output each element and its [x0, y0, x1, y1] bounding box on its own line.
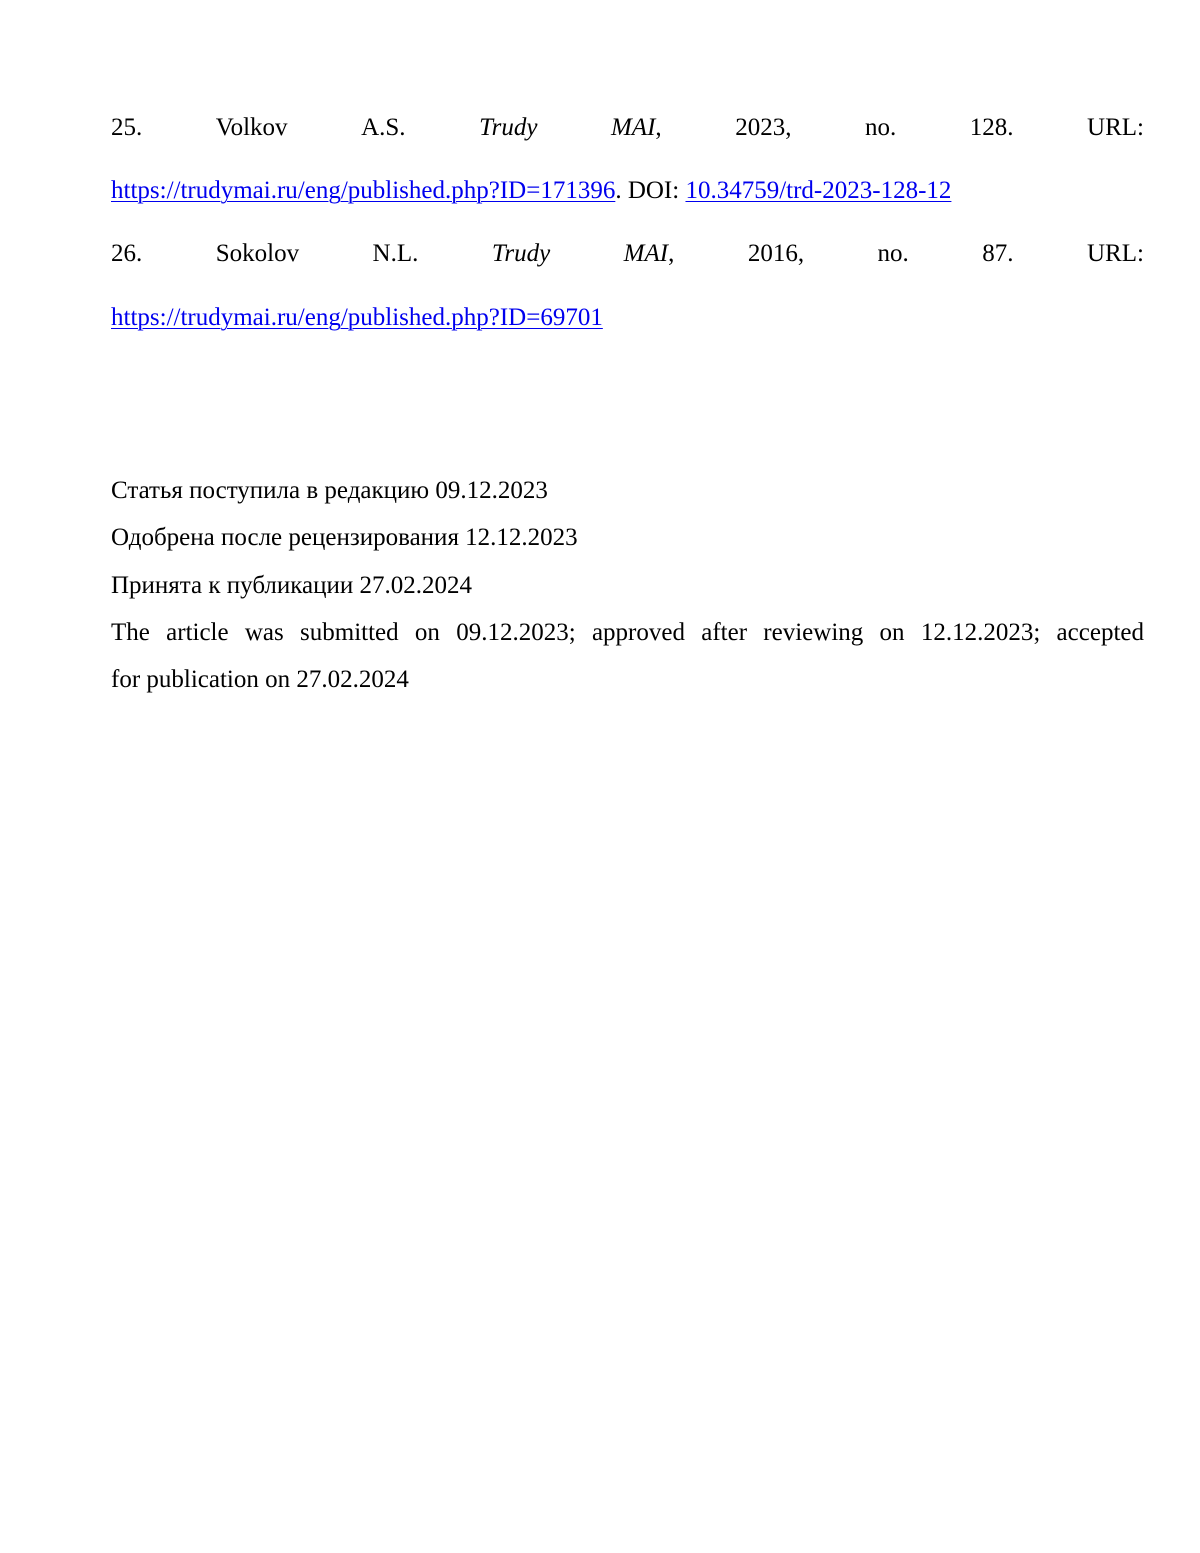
accepted-date-line: Принята к публикации 27.02.2024	[111, 572, 473, 599]
reference-url-link[interactable]: https://trudymai.ru/eng/published.php?ID=69701	[111, 304, 603, 331]
reference-number: 25.	[111, 114, 143, 141]
reference-author-initials: A.S.	[361, 114, 406, 141]
english-dates-line-2: for publication on 27.02.2024	[111, 666, 409, 693]
reference-25-line-2	[111, 176, 951, 206]
reference-journal-word-2: MAI	[623, 240, 669, 267]
received-date-line: Статья поступила в редакцию 09.12.2023	[111, 477, 548, 504]
reference-issue: 87.	[982, 240, 1014, 267]
reference-author-name: Sokolov	[215, 240, 300, 267]
approved-date-line: Одобрена после рецензирования 12.12.2023	[111, 524, 578, 551]
reference-journal-word-2-group	[624, 239, 675, 269]
reference-year: 2023,	[735, 114, 792, 141]
reference-26-line-1	[111, 239, 1144, 269]
reference-doi-link[interactable]: 10.34759/trd-2023-128-12	[685, 177, 952, 204]
reference-doi-label: . DOI:	[615, 177, 686, 204]
reference-25-line-1	[111, 113, 1144, 143]
reference-url-label: URL:	[1087, 114, 1144, 141]
reference-journal-word-1: Trudy	[491, 240, 551, 267]
reference-number: 26.	[111, 240, 143, 267]
reference-no-label: no.	[864, 114, 897, 141]
reference-author-initials: N.L.	[372, 240, 419, 267]
reference-journal-word-2: MAI	[610, 114, 656, 141]
reference-26-line-2	[111, 303, 603, 333]
reference-year: 2016,	[747, 240, 805, 267]
reference-journal-word-2-group	[611, 113, 662, 143]
reference-url-link[interactable]: https://trudymai.ru/eng/published.php?ID=171396	[111, 177, 616, 204]
reference-url-label: URL:	[1086, 240, 1144, 267]
reference-issue: 128.	[969, 114, 1014, 141]
reference-journal-word-1: Trudy	[479, 114, 538, 141]
reference-no-label: no.	[877, 240, 909, 267]
reference-journal-comma: ,	[655, 114, 662, 141]
reference-author-name: Volkov	[215, 114, 288, 141]
reference-journal-comma: ,	[668, 240, 675, 267]
english-dates-line-1: The article was submitted on 09.12.2023; approved after reviewing on 12.12.2023; accepted	[111, 619, 1144, 646]
